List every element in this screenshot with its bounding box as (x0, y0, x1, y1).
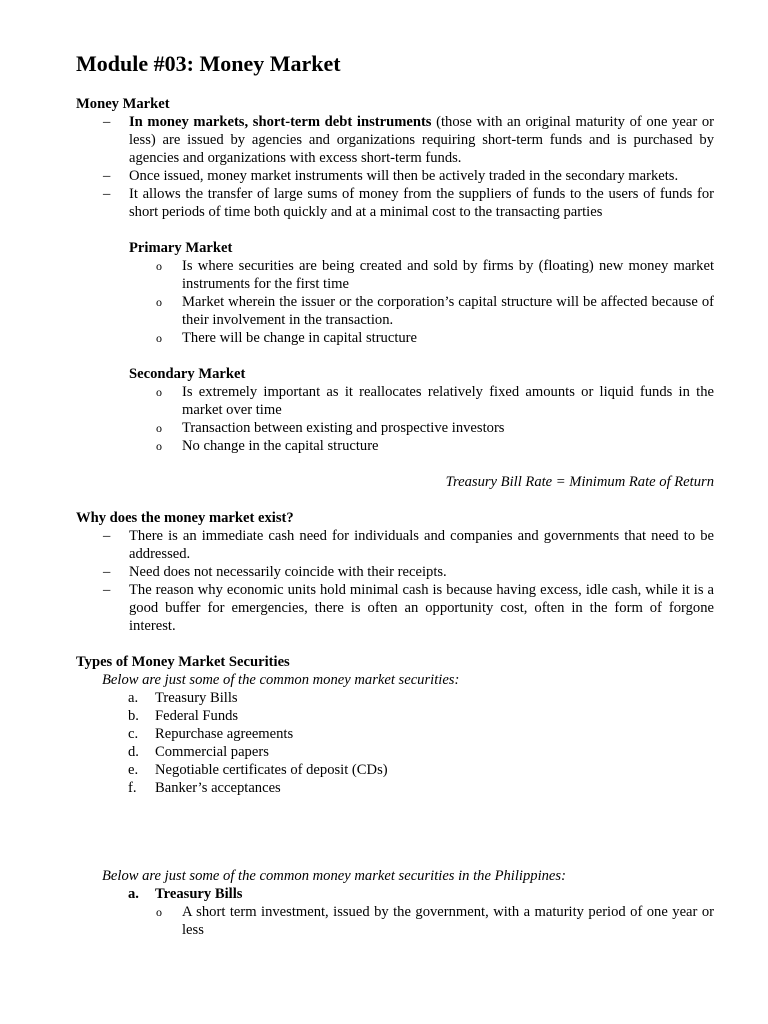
list-item: – Need does not necessarily coincide with their receipts. (76, 563, 714, 581)
list-item: o There will be change in capital structure (76, 329, 714, 347)
list-item: – The reason why economic units hold minimal cash is because having excess, idle cash, while it is a good buffer for emergencies, there is often an opportunity cost, often in the form of forgone interest. (76, 581, 714, 635)
list-item-text: Federal Funds (155, 708, 239, 724)
list-item-text: Repurchase agreements (155, 726, 294, 742)
money-market-list (76, 113, 714, 221)
list-item (76, 689, 714, 707)
list-marker: e. (128, 762, 139, 778)
list-item-text: Treasury Bills (155, 690, 238, 706)
types-heading: Types of Money Market Securities (76, 654, 290, 670)
list-item (76, 743, 714, 761)
spacer (76, 797, 714, 867)
list-item: o Transaction between existing and prospective investors (76, 419, 714, 437)
list-item-title: Treasury Bills (155, 886, 243, 902)
list-item: o Is extremely important as it reallocates relatively fixed amounts or liquid funds in the market over time (76, 383, 714, 419)
why-exist-list (76, 527, 714, 635)
list-item: o Is where securities are being created and sold by firms by (floating) new money market instruments for the first time (76, 257, 714, 293)
types-intro: Below are just some of the common money market securities: (102, 672, 460, 688)
list-marker: d. (128, 744, 139, 760)
primary-market-heading: Primary Market (129, 240, 233, 256)
spacer (76, 635, 714, 653)
money-market-heading: Money Market (76, 96, 170, 112)
list-item (76, 707, 714, 725)
list-marker: b. (128, 708, 139, 724)
primary-market-list (76, 257, 714, 347)
list-marker: a. (128, 886, 139, 902)
treasury-bill-equation: Treasury Bill Rate = Minimum Rate of Return (445, 474, 714, 490)
list-item: o Market wherein the issuer or the corporation’s capital structure will be affected because of their involvement in the transaction. (76, 293, 714, 329)
bold-lead: In money markets, short-term debt instruments (129, 114, 432, 130)
philippines-detail-list (76, 903, 714, 939)
list-item: o A short term investment, issued by the government, with a maturity period of one year or less (76, 903, 714, 939)
secondary-market-list (76, 383, 714, 455)
philippines-list (76, 885, 714, 903)
list-marker: f. (128, 780, 137, 796)
philippines-intro: Below are just some of the common money market securities in the Philippines: (102, 868, 566, 884)
list-marker: c. (128, 726, 139, 742)
list-item-text: (those with an original maturity of one year or less) are issued by agencies and organizations requiring short-term funds and is purchased by agencies and organizations with excess short-term funds. (129, 114, 714, 166)
list-item-text: Commercial papers (155, 744, 269, 760)
list-item: – Once issued, money market instruments will then be actively traded in the secondary markets. (76, 167, 714, 185)
spacer (76, 491, 714, 509)
list-item: – There is an immediate cash need for individuals and companies and governments that need to be addressed. (76, 527, 714, 563)
page-title: Module #03: Money Market (76, 51, 341, 76)
document-page (76, 50, 714, 939)
list-item (76, 885, 714, 903)
list-item (76, 779, 714, 797)
list-item-text: Negotiable certificates of deposit (CDs) (155, 762, 388, 778)
list-item (76, 113, 714, 167)
list-marker: a. (128, 690, 139, 706)
list-item (76, 761, 714, 779)
list-item: o No change in the capital structure (76, 437, 714, 455)
list-item: – It allows the transfer of large sums of money from the suppliers of funds to the users of funds for short periods of time both quickly and at a minimal cost to the transacting parties (76, 185, 714, 221)
list-item (76, 725, 714, 743)
why-exist-heading: Why does the money market exist? (76, 510, 294, 526)
list-item-text: Banker’s acceptances (155, 780, 281, 796)
secondary-market-heading: Secondary Market (129, 366, 246, 382)
types-list (76, 689, 714, 797)
